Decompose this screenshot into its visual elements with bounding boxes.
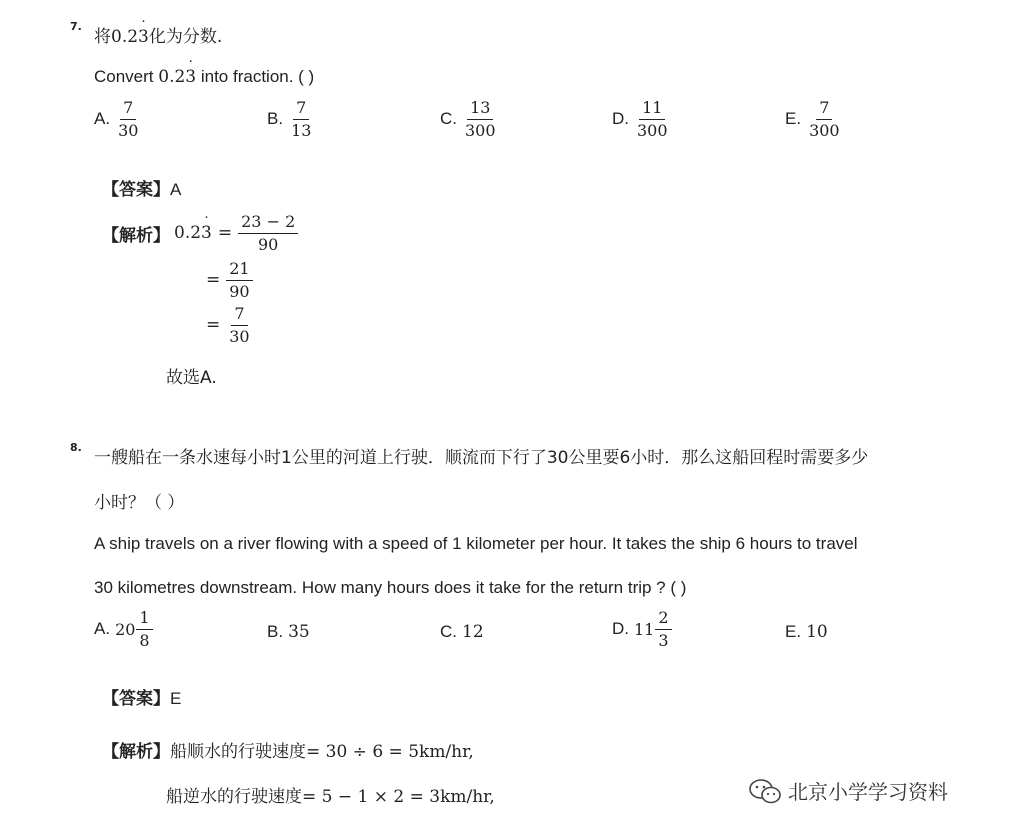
mixed-number: 11 $\frac{2}{3}$ (634, 609, 672, 650)
question-8-english-line-1: A ship travels on a river flowing with a speed of 1 kilometer per hour. It takes the ship 6 hours to travel (94, 534, 858, 553)
q7-analysis-line-3: = $\frac{7}{30}$ (206, 305, 253, 346)
question-8-chinese-line-1: 一艘船在一条水速每小时1公里的河道上行驶．顺流而下行了30公里要6小时．那么这船回程时需要多少 (94, 448, 869, 468)
watermark-text: 北京小学学习资料 (788, 780, 948, 804)
q7-option-e[interactable]: E. $\frac{7}{300}$ (785, 99, 843, 140)
q7-analysis-line-1: 【解析】 0.2 3 ˙ = $\frac{23 - 2}{90}$ (102, 213, 298, 254)
q7-option-b[interactable]: B. $\frac{7}{13}$ (267, 99, 314, 140)
q7-option-d[interactable]: D. $\frac{11}{300}$ (612, 99, 671, 140)
question-7-chinese: 将0.23 ˙化为分数. (94, 22, 222, 47)
q8-answer: 【答案】E (102, 689, 182, 709)
q7-option-c[interactable]: C. $\frac{13}{300}$ (440, 99, 499, 140)
q8-option-c[interactable]: C. 12 (440, 622, 484, 642)
fraction: $\frac{7}{300}$ (809, 98, 840, 140)
q8-analysis-line-2: 船逆水的行驶速度= 5 − 1 × 2 = 3km/hr, (166, 787, 495, 807)
fraction: $\frac{7}{13}$ (291, 98, 312, 140)
q8-option-d[interactable]: D. 11 $\frac{2}{3}$ (612, 609, 672, 650)
q8-option-e[interactable]: E. 10 (785, 622, 828, 642)
q8-analysis-line-1: 【解析】船顺水的行驶速度= 30 ÷ 6 = 5km/hr, (102, 742, 474, 762)
q7-conclusion: 故选A. (166, 368, 217, 388)
fraction: $\frac{13}{300}$ (465, 98, 496, 140)
question-7-number: 7. (70, 20, 82, 33)
fraction: $\frac{21}{90}$ (226, 260, 252, 301)
question-8-number: 8. (70, 441, 82, 454)
question-7-english: Convert 0.23 ˙ into fraction. ( ) (94, 67, 314, 87)
watermark (748, 776, 948, 805)
fraction: $\frac{7}{30}$ (118, 98, 139, 140)
fraction: $\frac{23 - 2}{90}$ (238, 213, 298, 254)
fraction: $\frac{11}{300}$ (637, 98, 668, 140)
wechat-icon (748, 777, 782, 805)
q8-option-b[interactable]: B. 35 (267, 622, 310, 642)
q8-option-a[interactable]: A. 20 $\frac{1}{8}$ (94, 609, 153, 650)
fraction: $\frac{7}{30}$ (229, 304, 250, 346)
q7-answer: 【答案】A (102, 180, 182, 200)
question-8-english-line-2: 30 kilometres downstream. How many hours does it take for the return trip ? ( ) (94, 578, 687, 597)
mixed-number: 20 $\frac{1}{8}$ (115, 609, 153, 650)
q7-analysis-line-2: = $\frac{21}{90}$ (206, 260, 253, 301)
q7-option-a[interactable]: A. $\frac{7}{30}$ (94, 99, 141, 140)
question-8-chinese-line-2: 小时？（ ） (94, 493, 185, 513)
